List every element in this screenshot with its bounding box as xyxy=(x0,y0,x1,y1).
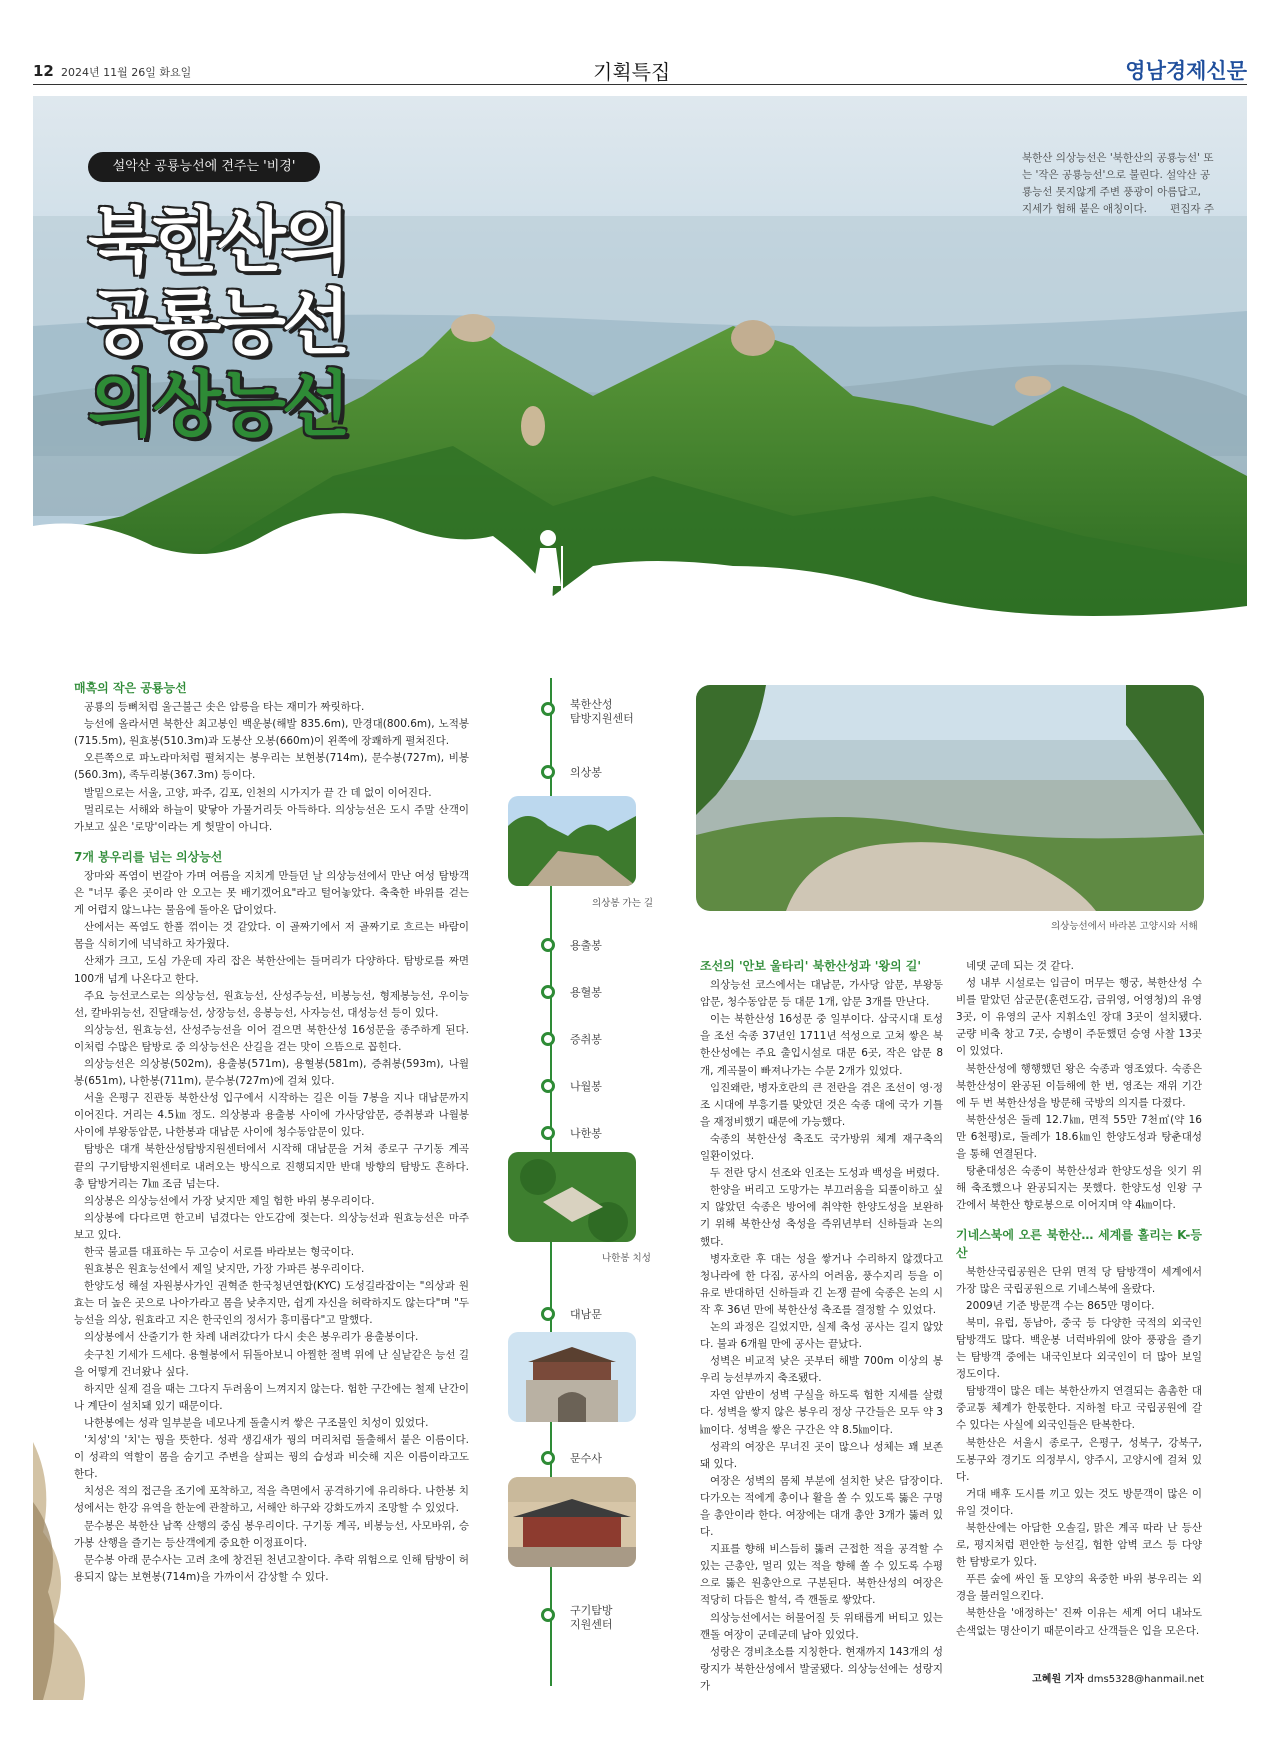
paragraph: 한양도성 해설 자원봉사가인 권혁준 한국청년연합(KYC) 도성길라잡이는 "의상과 원효는 더 높은 곳으로 나아가라고 몸을 낮추지만, 쉽게 자신을 허락하지도 않는다"며 "두 능선을 의상, 원효라고 지은 한국인의 정서가 흥미롭다"고 말했다. xyxy=(74,1280,469,1327)
paragraph: 두 전란 당시 선조와 인조는 도성과 백성을 버렸다. xyxy=(710,1167,940,1180)
paragraph: 병자호란 후 대는 성을 쌓거나 수리하지 않겠다고 청나라에 한 다짐, 공사의 어려움, 풍수지리 등을 이유로 반대하던 신하들과 긴 논쟁 끝에 숙종은 논의 시작 후 36년 만에 북한산성 축조를 결정할 수 있었다. xyxy=(700,1252,943,1316)
paragraph: 성 내부 시설로는 임금이 머무는 행궁, 북한산성 수비를 맡았던 삼군문(훈련도감, 금위영, 어영청)의 유영 3곳, 이 유영의 군사 지휘소인 장대 3곳이 설치됐다. 군량 비축 창고 7곳, 승병이 주둔했던 승영 사찰 13곳이 있었다. xyxy=(956,977,1202,1058)
paragraph: 의상능선 코스에서는 대남문, 가사당 암문, 부왕동암문, 청수동암문 등 대문 1개, 암문 3개를 만난다. xyxy=(700,979,943,1009)
paragraph: '치성'의 '치'는 꿩을 뜻한다. 성곽 생김새가 꿩의 머리처럼 돌출해서 붙은 이름이다. 이 성곽의 역할이 몸을 숨기고 주변을 살피는 꿩의 습성과 비슷해 지은 이름이라고도 한다. xyxy=(74,1434,469,1481)
paragraph: 원효봉은 원효능선에서 제일 낮지만, 가장 가파른 봉우리이다. xyxy=(84,1263,365,1276)
article-column-3 xyxy=(956,958,1202,1640)
route-stop-label: 용출봉 xyxy=(570,939,602,952)
headline-line-2: 공룡능선 xyxy=(88,281,347,364)
paragraph: 발밑으로는 서울, 고양, 파주, 김포, 인천의 시가지가 끝 간 데 없이 이어진다. xyxy=(84,786,432,799)
cliff-photo xyxy=(33,1442,173,1700)
paragraph: 탐방객이 많은 데는 북한산까지 연결되는 촘촘한 대중교통 체계가 한몫한다. 지하철 타고 국립공원에 갈 수 있다는 사실에 외국인들은 탄복한다. xyxy=(956,1385,1202,1432)
paragraph: 공룡의 등뼈처럼 울근불근 솟은 암릉을 타는 재미가 짜릿하다. xyxy=(84,701,365,714)
route-stop-label: 구기탐방 지원센터 xyxy=(570,1604,613,1631)
route-stop-label: 나한봉 xyxy=(570,1127,602,1140)
route-stop-marker xyxy=(541,985,555,999)
headline-line-1: 북한산의 xyxy=(88,199,347,282)
route-stop-label: 용혈봉 xyxy=(570,986,602,999)
paragraph: 성랑은 경비초소를 지칭한다. 현재까지 143개의 성랑지가 북한산성에서 발굴됐다. 의상능선에는 성랑지가 xyxy=(700,1645,943,1692)
masthead xyxy=(33,50,1247,85)
article-column-2 xyxy=(700,958,943,1695)
editor-note-byline: 편집자 주 xyxy=(1170,203,1214,215)
route-stop-marker xyxy=(541,1307,555,1321)
route-stop-label: 나월봉 xyxy=(570,1080,602,1093)
paragraph: 북한산성에 행행했던 왕은 숙종과 영조였다. 숙종은 북한산성이 완공된 이듬해에 한 번, 영조는 재위 기간에 두 번 북한산성을 방문해 국방의 의지를 다졌다. xyxy=(956,1062,1202,1109)
paragraph: 탐방은 대개 북한산성탐방지원센터에서 시작해 대남문을 거쳐 종로구 구기동 계곡 끝의 구기탐방지원센터로 내려오는 방식으로 진행되지만 반대 방향의 탐방도 흔하다. 총 탐방거리는 7㎞ 조금 넘는다. xyxy=(74,1143,469,1190)
reporter-email: dms5328@hanmail.net xyxy=(1087,1674,1204,1685)
route-stop-label: 의상봉 xyxy=(570,766,602,779)
paragraph: 문수봉 아래 문수사는 고려 초에 창건된 천년고찰이다. 추락 위험으로 인해 탐방이 허용되지 않는 보현봉(714m)을 가까이서 감상할 수 있다. xyxy=(74,1553,469,1583)
paragraph: 성곽의 여장은 무너진 곳이 많으나 성체는 꽤 보존돼 있다. xyxy=(700,1440,943,1470)
paragraph: 하지만 실제 걸을 때는 그다지 두려움이 느껴지지 않는다. 험한 구간에는 철제 난간이나 계단이 설치돼 있기 때문이다. xyxy=(74,1382,469,1412)
paragraph: 능선에 올라서면 북한산 최고봉인 백운봉(해발 835.6m), 만경대(800.6m), 노적봉(715.5m), 원효봉(510.3m)과 도봉산 오봉(660m)이 왼쪽에 장쾌하게 펼쳐진다. xyxy=(74,718,469,748)
route-stop-marker xyxy=(541,938,555,952)
route-stop-marker xyxy=(541,1608,555,1622)
paragraph: 북한산국립공원은 단위 면적 당 탐방객이 세계에서 가장 많은 국립공원으로 기네스북에 올랐다. xyxy=(956,1265,1202,1295)
paragraph: 푸른 숲에 싸인 돌 모양의 육중한 바위 봉우리는 외경을 불러일으킨다. xyxy=(956,1573,1202,1603)
paragraph: 북한산에는 아담한 오솔길, 맑은 계곡 따라 난 등산로, 평지처럼 편안한 능선길, 험한 암벽 코스 등 다양한 탐방로가 있다. xyxy=(956,1522,1202,1569)
thumbnail-photo-fortress xyxy=(508,1152,636,1242)
paragraph: 오른쪽으로 파노라마처럼 펼쳐지는 봉우리는 보현봉(714m), 문수봉(727m), 비봉(560.3m), 족두리봉(367.3m) 등이다. xyxy=(74,752,469,782)
paragraph: 의상봉은 의상능선에서 가장 낮지만 제일 험한 바위 봉우리이다. xyxy=(84,1194,375,1207)
route-stop-marker xyxy=(541,765,555,779)
paragraph: 숙종의 북한산성 축조도 국가방위 체계 재구축의 일환이었다. xyxy=(700,1132,943,1163)
thumbnail-caption: 의상봉 가는 길 xyxy=(592,898,654,909)
paragraph: 여장은 성벽의 몸체 부분에 설치한 낮은 담장이다. 다가오는 적에게 총이나 활을 쏠 수 있도록 뚫은 구멍을 총안이라 한다. 여장에는 대개 총안 3개가 뚫려 있다. xyxy=(700,1474,943,1539)
paragraph: 산채가 크고, 도심 가운데 자리 잡은 북한산에는 들머리가 다양하다. 탐방로를 짜면 100개 넘게 나온다고 한다. xyxy=(74,955,469,985)
route-stop-label: 대남문 xyxy=(570,1308,602,1321)
paragraph: 북한산은 서울시 종로구, 은평구, 성북구, 강북구, 도봉구와 경기도 의정부시, 양주시, 고양시에 걸쳐 있다. xyxy=(956,1436,1202,1483)
paragraph: 솟구친 기세가 드세다. 용혈봉에서 뒤돌아보니 아찔한 절벽 위에 난 실낱같은 능선 길을 어떻게 건너왔나 싶다. xyxy=(74,1348,469,1378)
paragraph: 한국 불교를 대표하는 두 고승이 서로를 바라보는 형국이다. xyxy=(84,1246,355,1258)
paragraph: 성벽은 비교적 낮은 곳부터 해발 700m 이상의 봉우리 능선부까지 축조됐다. xyxy=(700,1355,943,1385)
paragraph: 2009년 기준 방문객 수는 865만 명이다. xyxy=(966,1299,1155,1312)
paragraph: 거대 배후 도시를 끼고 있는 것도 방문객이 많은 이유일 것이다. xyxy=(956,1487,1202,1517)
page-number: 12 xyxy=(33,62,54,80)
paragraph: 주요 능선코스로는 의상능선, 원효능선, 산성주능선, 비봉능선, 형제봉능선, 우이능선, 칼바위능선, 진달래능선, 상장능선, 응봉능선, 사자능선, 대성능선 등이 있다. xyxy=(74,989,469,1019)
thumbnail-photo-trail xyxy=(508,796,636,886)
route-stop-label: 문수사 xyxy=(570,1452,602,1465)
paragraph: 논의 과정은 길었지만, 실제 축성 공사는 길지 않았다. 불과 6개월 만에 공사는 끝났다. xyxy=(700,1320,943,1351)
headline xyxy=(88,200,346,446)
issue-date: 2024년 11월 26일 화요일 xyxy=(61,66,192,79)
route-stop-marker xyxy=(541,1451,555,1465)
paragraph: 북한산성은 둘레 12.7㎞, 면적 55만 7천㎡(약 16만 6천평)로, 둘레가 18.6㎞인 한양도성과 탕춘대성을 통해 연결된다. xyxy=(956,1113,1202,1161)
paragraph: 북미, 유럽, 동남아, 중국 등 다양한 국적의 외국인 탐방객도 많다. 백운봉 너럭바위에 앉아 풍광을 즐기는 탐방객 중에는 내국인보다 외국인이 더 많아 보일 정도이다. xyxy=(956,1316,1202,1381)
paragraph: 의상봉에서 산줄기가 한 차례 내려갔다가 다시 솟은 봉우리가 용출봉이다. xyxy=(84,1331,419,1344)
paragraph: 의상능선, 원효능선, 산성주능선을 이어 걸으면 북한산성 16성문을 종주하게 된다. 이처럼 수많은 탐방로 중 의상능선은 산길을 걷는 맛이 으뜸으로 꼽힌다. xyxy=(74,1023,469,1053)
section-title: 기획특집 xyxy=(593,60,671,84)
paragraph: 북한산을 '애정하는' 진짜 이유는 세계 어디 내놔도 손색없는 명산이기 때문이라고 산객들은 입을 모은다. xyxy=(956,1607,1202,1637)
thumbnail-caption: 나한봉 치성 xyxy=(602,1253,651,1264)
subheading: 7개 봉우리를 넘는 의상능선 xyxy=(74,849,223,864)
paragraph: 멀리로는 서해와 하늘이 맞닿아 가물거리듯 아득하다. 의상능선은 도시 주말 산객이 가보고 싶은 '로망'이라는 게 헛말이 아니다. xyxy=(74,803,469,833)
paragraph: 임진왜란, 병자호란의 큰 전란을 겪은 조선이 영·정조 시대에 부흥기를 맞았던 것은 숙종 대에 국가 기틀을 재정비했기 때문에 가능했다. xyxy=(700,1081,943,1128)
route-stop-label: 증취봉 xyxy=(570,1033,602,1046)
newspaper-name: 영남경제신문 xyxy=(1125,59,1247,83)
editor-note xyxy=(1022,150,1214,218)
route-stop-marker xyxy=(541,1126,555,1140)
paragraph: 한양을 버리고 도망가는 부끄러움을 되풀이하고 싶지 않았던 숙종은 방어에 취약한 한양도성을 보완하기 위해 북한산성 축성을 즉위년부터 신하들과 논의했다. xyxy=(700,1184,943,1248)
paragraph: 네댓 군데 되는 것 같다. xyxy=(966,960,1074,972)
paragraph: 자연 암반이 성벽 구실을 하도록 험한 지세를 살렸다. 성벽을 쌓지 않은 봉우리 정상 구간들은 모두 약 3㎞이다. 성벽을 쌓은 구간은 약 8.5㎞이다. xyxy=(700,1389,943,1436)
panorama-photo xyxy=(696,685,1204,911)
paragraph: 지표를 향해 비스듬히 뚫려 근접한 적을 공격할 수 있는 근총안, 멀리 있는 적을 향해 쏠 수 있도록 수평으로 뚫은 원총안으로 구분된다. 북한산성의 여장은 적당히 다듬은 할석, 즉 깬돌로 쌓았다. xyxy=(700,1543,943,1607)
paragraph: 장마와 폭염이 번갈아 가며 여름을 지치게 만들던 날 의상능선에서 만난 여성 탐방객은 "너무 좋은 곳이라 안 오고는 못 배기겠어요"라고 털어놓았다. 축축한 바위를 걷는 게 어렵지 않느냐는 물음에 돌아온 답이었다. xyxy=(74,869,469,917)
thumbnail-photo-gate xyxy=(508,1332,636,1422)
subheading: 매혹의 작은 공룡능선 xyxy=(74,681,187,695)
route-stop-marker xyxy=(541,1032,555,1046)
reporter-byline xyxy=(1032,1670,1204,1685)
route-stop-label: 북한산성 탐방지원센터 xyxy=(570,698,634,725)
headline-line-3: 의상능선 xyxy=(88,363,347,446)
paragraph: 이는 북한산성 16성문 중 일부이다. 삼국시대 토성을 조선 숙종 37년인 1711년 석성으로 고쳐 쌓은 북한산성에는 주요 출입시설로 대문 6곳, 작은 암문 8개, 계곡물이 빠져나가는 수문 2개가 있었다. xyxy=(700,1013,943,1077)
paragraph: 의상능선에서는 허물어질 듯 위태롭게 버티고 있는 깬돌 여장이 군데군데 남아 있었다. xyxy=(700,1611,943,1641)
paragraph: 산에서는 폭염도 한풀 꺾이는 것 같았다. 이 골짜기에서 저 골짜기로 흐르는 바람이 몸을 식히기에 넉넉하고 차가웠다. xyxy=(74,921,469,951)
editor-note-text: 북한산 의상능선은 '북한산의 공룡능선' 또는 '작은 공룡능선'으로 불린다. 설악산 공룡능선 못지않게 주변 풍광이 아름답고, 지세가 험해 붙은 애칭이다. xyxy=(1022,152,1214,215)
tagline-badge: 설악산 공룡능선에 견주는 '비경' xyxy=(88,152,320,182)
paragraph: 문수봉은 북한산 남쪽 산행의 중심 봉우리이다. 구기동 계곡, 비봉능선, 사모바위, 승가봉 산행을 즐기는 등산객에게 중요한 이정표이다. xyxy=(74,1519,469,1549)
reporter-name: 고혜원 기자 xyxy=(1032,1674,1084,1685)
panorama-caption: 의상능선에서 바라본 고양시와 서해 xyxy=(1051,921,1198,932)
paragraph: 나한봉에는 성곽 일부분을 네모나게 돌출시켜 쌓은 구조물인 치성이 있었다. xyxy=(84,1416,429,1429)
paragraph: 의상봉에 다다르면 한고비 넘겼다는 안도감에 젖는다. 의상능선과 원효능선은 마주보고 있다. xyxy=(74,1211,469,1241)
paragraph: 의상능선은 의상봉(502m), 용출봉(571m), 용혈봉(581m), 증취봉(593m), 나월봉(651m), 나한봉(711m), 문수봉(727m)에 걸쳐 있다. xyxy=(74,1057,469,1088)
subheading: 기네스북에 오른 북한산… 세계를 홀리는 K-등산 xyxy=(956,1228,1202,1260)
route-stop-marker xyxy=(541,1079,555,1093)
thumbnail-photo-temple xyxy=(508,1477,636,1567)
paragraph: 치성은 적의 접근을 조기에 포착하고, 적을 측면에서 공격하기에 유리하다. 나한봉 치성에서는 한강 유역을 한눈에 관찰하고, 서해안 하구와 강화도까지 조망할 수 있었다. xyxy=(74,1485,469,1515)
route-stop-marker xyxy=(541,702,555,716)
subheading: 조선의 '안보 울타리' 북한산성과 '왕의 길' xyxy=(700,959,922,973)
paragraph: 서울 은평구 진관동 북한산성 입구에서 시작하는 길은 이들 7봉을 지나 대남문까지 이어진다. 거리는 4.5㎞ 정도. 의상봉과 용출봉 사이에 가사당암문, 증취봉과 나월봉 사이에 부왕동암문, 나한봉과 대남문 사이에 청수동암문이 있다. xyxy=(74,1092,469,1139)
paragraph: 탕춘대성은 숙종이 북한산성과 한양도성을 잇기 위해 축조했으나 완공되지는 못했다. 한양도성 인왕 구간에서 북한산 향로봉으로 이어지며 약 4㎞이다. xyxy=(956,1165,1202,1212)
